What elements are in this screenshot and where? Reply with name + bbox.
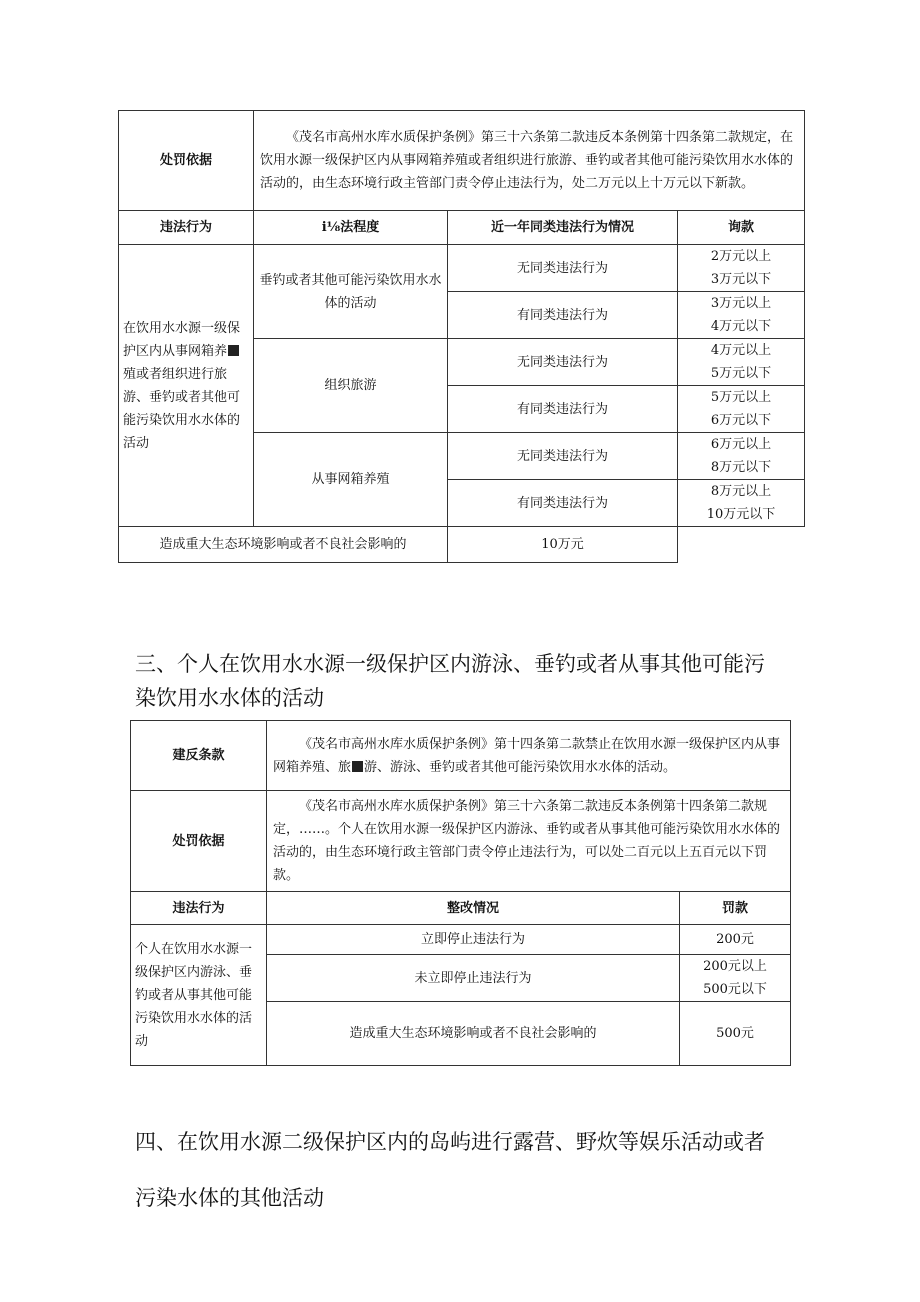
basis-text: 《茂名市高州水库水质保护条例》第三十六条第二款违反本条例第十四条第二款规定，在饮用水源一级保护区内从事网箱养殖或者组织进行旅游、垂钓或者其他可能污染饮用水水体的活动的，由生态环境行政主管部门责令停止违法行为，处二万元以上十万元以下新款。 [254,111,805,211]
situation-cell: 有同类违法行为 [448,292,678,339]
act-description: 在饮用水水源一级保护区内从事网箱养殖或者组织进行旅游、垂钓或者其他可能污染饮用水水体的活动 [119,245,254,527]
fine-cell: 2万元以上 3万元以下 [678,245,805,292]
situation-cell: 有同类违法行为 [448,386,678,433]
section-heading-4-line2: 污染水体的其他活动 [135,1186,324,1210]
basis-label: 处罚依据 [119,111,254,211]
redaction-block [228,345,239,356]
serious-impact-fine: 10万元 [448,527,678,563]
violation-clause-label: 建反条款 [131,721,267,791]
fine-cell: 5万元以上 6万元以下 [678,386,805,433]
redaction-block [352,761,363,772]
fine-cell: 3万元以上 4万元以下 [678,292,805,339]
situation-cell: 无同类违法行为 [448,339,678,386]
section-heading-3-line2: 染饮用水水体的活动 [135,686,324,710]
rectification-cell: 立即停止违法行为 [267,925,680,955]
basis-label: 处罚依据 [131,791,267,892]
penalty-table-2 [130,720,791,1066]
header-rectification: 整改情况 [267,892,680,925]
degree-cell: 从事网箱养殖 [254,433,448,527]
violation-clause-text: 《茂名市高州水库水质保护条例》第十四条第二款禁止在饮用水源一级保护区内从事网箱养殖、旅 游、游泳、垂钓或者其他可能污染饮用水水体的活动。 [267,721,791,791]
situation-cell: 有同类违法行为 [448,480,678,527]
rectification-cell: 未立即停止违法行为 [267,955,680,1002]
degree-cell: 组织旅游 [254,339,448,433]
header-act: 违法行为 [119,211,254,245]
section-heading-4-line1: 四、在饮用水源二级保护区内的岛屿进行露营、野炊等娱乐活动或者 [135,1130,765,1154]
fine-cell: 200元以上 500元以下 [680,955,791,1002]
situation-cell: 无同类违法行为 [448,433,678,480]
basis-text: 《茂名市高州水库水质保护条例》第三十六条第二款违反本条例第十四条第二款规定，……。个人在饮用水源一级保护区内游泳、垂钓或者从事其他可能污染饮用水水体的活动的，由生态环境行政主管部门责令停止违法行为，可以处二百元以上五百元以下罚款。 [267,791,791,892]
act-description: 个人在饮用水水源一级保护区内游泳、垂钓或者从事其他可能污染饮用水水体的活动 [131,925,267,1066]
rectification-cell: 造成重大生态环境影响或者不良社会影响的 [267,1002,680,1066]
header-act: 违法行为 [131,892,267,925]
penalty-table-1 [118,110,805,563]
fine-cell: 6万元以上 8万元以下 [678,433,805,480]
section-heading-3-line1: 三、个人在饮用水水源一级保护区内游泳、垂钓或者从事其他可能污 [135,652,765,676]
degree-cell: 垂钓或者其他可能污染饮用水水体的活动 [254,245,448,339]
situation-cell: 无同类违法行为 [448,245,678,292]
header-situation: 近一年同类违法行为情况 [448,211,678,245]
fine-cell: 200元 [680,925,791,955]
fine-cell: 500元 [680,1002,791,1066]
header-degree: i⅛法程度 [254,211,448,245]
fine-cell: 8万元以上 10万元以下 [678,480,805,527]
header-fine: 罚款 [680,892,791,925]
fine-cell: 4万元以上 5万元以下 [678,339,805,386]
header-fine: 询款 [678,211,805,245]
serious-impact-label: 造成重大生态环境影响或者不良社会影响的 [119,527,448,563]
